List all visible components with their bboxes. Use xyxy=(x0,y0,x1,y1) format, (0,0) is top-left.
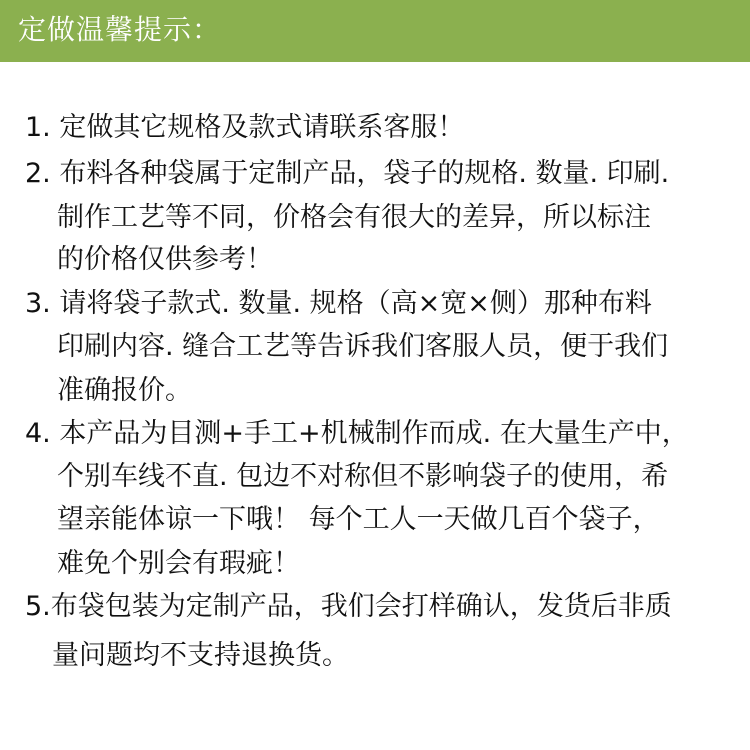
notice-line-8: 4. 本产品为目测+手工+机械制作而成. 在大量生产中， xyxy=(25,418,689,449)
notice-line-6: 印刷内容. 缝合工艺等告诉我们客服人员，便于我们 xyxy=(57,331,669,362)
notice-line-5: 3. 请将袋子款式. 数量. 规格（高×宽×侧）那种布料 xyxy=(25,288,652,319)
notice-line-10: 望亲能体谅一下哦！ 每个工人一天做几百个袋子， xyxy=(57,504,660,535)
notice-line-3: 制作工艺等不同，价格会有很大的差异，所以标注 xyxy=(57,202,651,233)
notice-line-4: 的价格仅供参考！ xyxy=(57,244,273,275)
header-title: 定做温馨提示： xyxy=(18,13,222,46)
notice-line-13: 量问题均不支持退换货。 xyxy=(52,640,349,671)
notice-line-7: 准确报价。 xyxy=(57,375,192,406)
notice-line-12: 5.布袋包装为定制产品，我们会打样确认，发货后非质 xyxy=(25,591,672,622)
notice-line-1: 1. 定做其它规格及款式请联系客服！ xyxy=(25,112,465,143)
notice-line-9: 个别车线不直. 包边不对称但不影响袋子的使用，希 xyxy=(57,461,669,492)
notice-line-2: 2. 布料各种袋属于定制产品，袋子的规格. 数量. 印刷. xyxy=(25,158,670,189)
notice-line-11: 难免个别会有瑕疵！ xyxy=(57,548,300,579)
